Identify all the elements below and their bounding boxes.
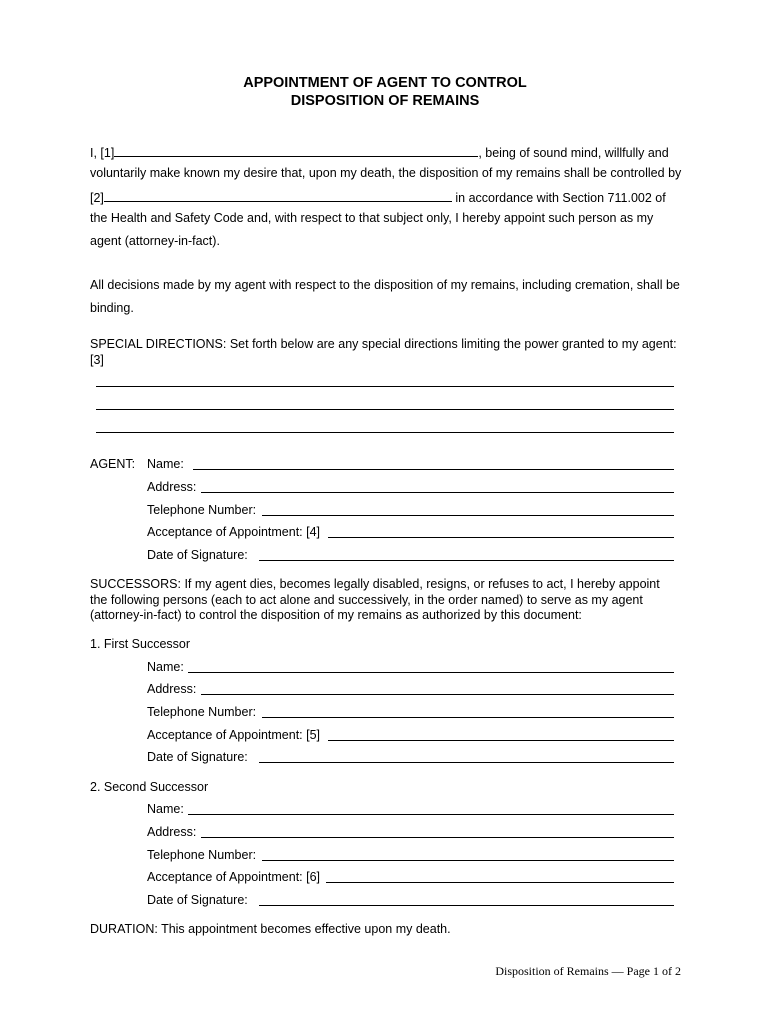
- special-directions-line-2: [3]: [90, 353, 104, 367]
- page-footer: Disposition of Remains — Page 1 of 2: [495, 964, 681, 978]
- second-successor-acceptance-input[interactable]: [326, 882, 674, 883]
- special-directions-field-3[interactable]: [96, 432, 674, 433]
- agent-acceptance-input[interactable]: [328, 537, 674, 538]
- agent-heading: AGENT:: [90, 457, 136, 471]
- special-directions-field-2[interactable]: [96, 409, 674, 410]
- agent-name-label: Name:: [147, 457, 184, 471]
- first-successor-telephone-label: Telephone Number:: [147, 705, 257, 719]
- declaration-line-3-suffix: in accordance with Section 711.002 of: [451, 191, 666, 205]
- first-successor-date-input[interactable]: [259, 762, 674, 763]
- declaration-line-1-suffix: , being of sound mind, willfully and: [478, 146, 669, 160]
- declaration-line-1: [90, 143, 669, 161]
- first-successor-acceptance-label: Acceptance of Appointment: [5]: [147, 728, 321, 742]
- second-successor-telephone-input[interactable]: [262, 860, 674, 861]
- agent-telephone-input[interactable]: [262, 515, 674, 516]
- agent-date-label: Date of Signature:: [147, 548, 248, 562]
- declaration-line-3: [90, 188, 666, 206]
- second-successor-acceptance-label: Acceptance of Appointment: [6]: [147, 870, 321, 884]
- second-successor-name-input[interactable]: [188, 814, 674, 815]
- agent-name-field[interactable]: [104, 188, 452, 202]
- special-directions-field-1[interactable]: [96, 386, 674, 387]
- title-line-1: APPOINTMENT OF AGENT TO CONTROL: [243, 75, 527, 91]
- first-successor-address-label: Address:: [147, 682, 197, 696]
- second-successor-address-input[interactable]: [201, 837, 674, 838]
- decisions-line-1: All decisions made by my agent with respect to the disposition of my remains, including cremation, shall be: [90, 278, 680, 292]
- declaration-line-2: voluntarily make known my desire that, upon my death, the disposition of my remains shall be controlled by: [90, 166, 682, 180]
- declaration-line-5: agent (attorney-in-fact).: [90, 234, 220, 248]
- second-successor-date-input[interactable]: [259, 905, 674, 906]
- first-successor-address-input[interactable]: [201, 694, 674, 695]
- second-successor-telephone-label: Telephone Number:: [147, 848, 257, 862]
- first-successor-acceptance-input[interactable]: [328, 740, 674, 741]
- successors-line-2: the following persons (each to act alone and successively, in the order named) to serve as my agent: [90, 593, 643, 607]
- successors-line-3: (attorney-in-fact) to control the disposition of my remains as authorized by this document:: [90, 608, 582, 622]
- second-successor-name-label: Name:: [147, 802, 184, 816]
- first-successor-telephone-input[interactable]: [262, 717, 674, 718]
- agent-ref-label: [2]: [90, 191, 104, 205]
- title-line-2: DISPOSITION OF REMAINS: [290, 93, 480, 109]
- second-successor-date-label: Date of Signature:: [147, 893, 248, 907]
- second-successor-heading: 2. Second Successor: [90, 780, 209, 794]
- duration-statement: DURATION: This appointment becomes effective upon my death.: [90, 922, 451, 936]
- agent-address-label: Address:: [147, 480, 197, 494]
- agent-telephone-label: Telephone Number:: [147, 503, 257, 517]
- first-successor-date-label: Date of Signature:: [147, 750, 248, 764]
- agent-acceptance-label: Acceptance of Appointment: [4]: [147, 525, 321, 539]
- first-successor-name-input[interactable]: [188, 672, 674, 673]
- declaration-line-4: the Health and Safety Code and, with respect to that subject only, I hereby appoint such person as my: [90, 211, 654, 225]
- successors-line-1: SUCCESSORS: If my agent dies, becomes legally disabled, resigns, or refuses to act, I hereby appoint: [90, 577, 660, 591]
- first-successor-heading: 1. First Successor: [90, 637, 191, 651]
- agent-name-input[interactable]: [193, 469, 674, 470]
- agent-date-input[interactable]: [259, 560, 674, 561]
- second-successor-address-label: Address:: [147, 825, 197, 839]
- first-successor-name-label: Name:: [147, 660, 184, 674]
- decisions-line-2: binding.: [90, 301, 134, 315]
- agent-address-input[interactable]: [201, 492, 674, 493]
- declarant-label: I, [1]: [90, 146, 115, 160]
- special-directions-line-1: SPECIAL DIRECTIONS: Set forth below are any special directions limiting the power granted to my agent:: [90, 337, 677, 351]
- declarant-name-field[interactable]: [114, 143, 478, 157]
